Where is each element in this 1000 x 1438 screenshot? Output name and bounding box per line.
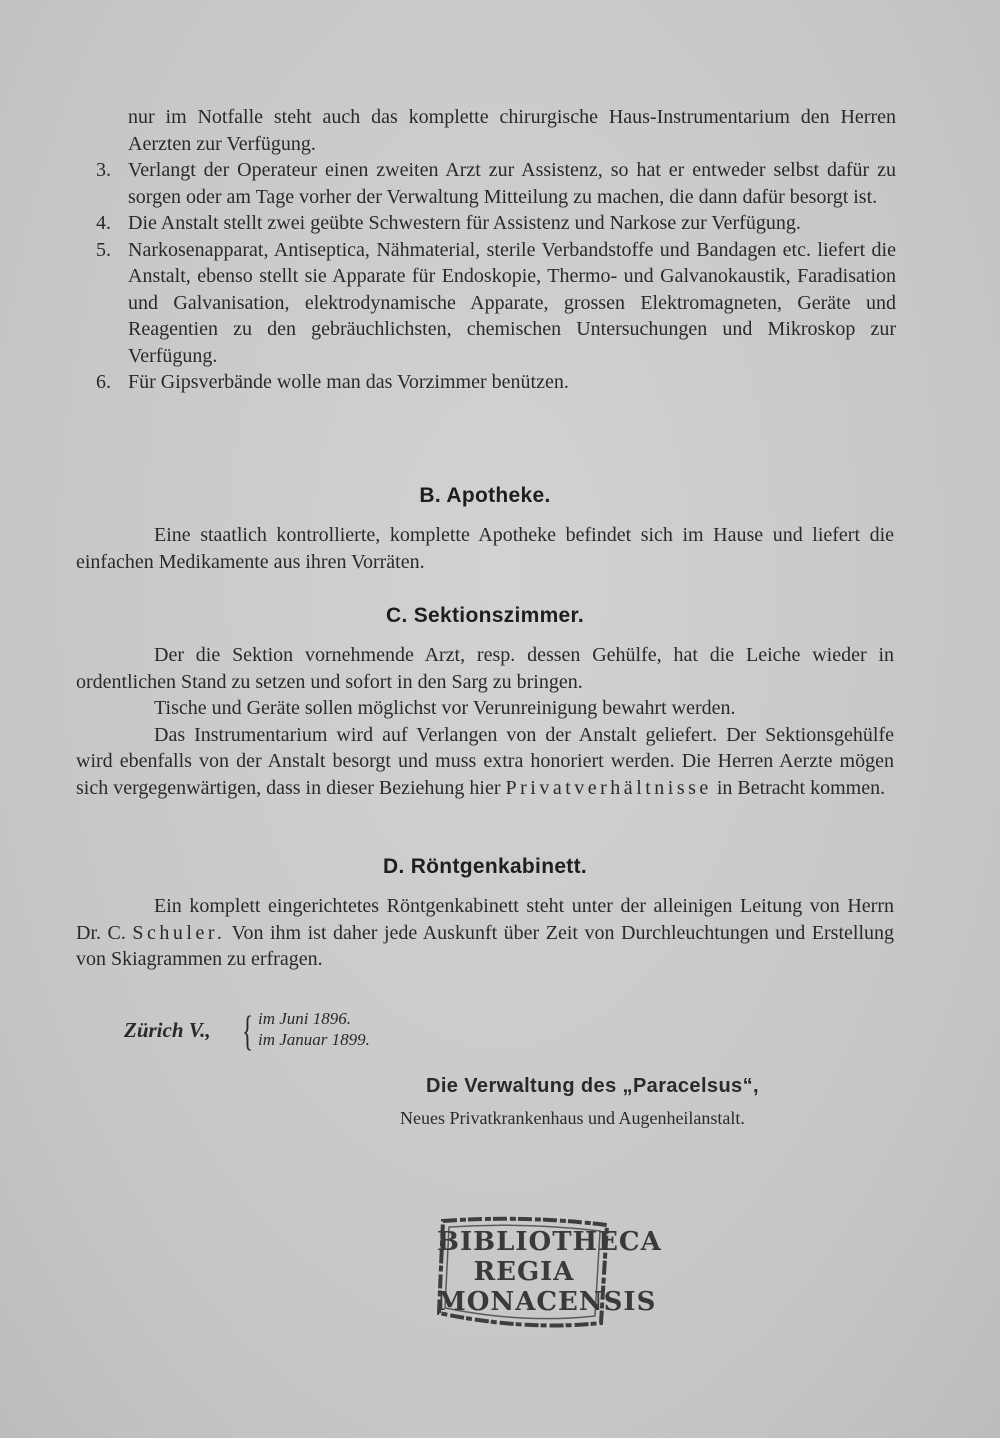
rules-list xyxy=(96,104,896,396)
item-text: Die Anstalt stellt zwei geübte Schwestern für Assistenz und Narkose zur Verfügung. xyxy=(128,212,801,234)
date-2: im Januar 1899. xyxy=(258,1030,370,1049)
list-item-5 xyxy=(96,237,896,370)
signature-subtitle: Neues Privatkrankenhaus und Augenheilanstalt. xyxy=(400,1108,745,1128)
paragraph-text: Das Instrumentarium wird auf Verlangen von der Anstalt geliefert. Der Sektionsgehülfe wird ebenfalls von der Anstalt besorgt und muss extra honoriert werden. Die Herren Aerzte mögen sich vergegenwärtigen, dass in dieser Beziehung hier xyxy=(76,723,894,799)
signature-line: Die Verwaltung des „Paracelsus“, xyxy=(426,1075,759,1097)
paragraph-text: Ein komplett eingerichtetes Röntgenkabinett steht unter der alleinigen Leitung von Herrn Dr. C. xyxy=(76,895,894,944)
place-name: Zürich V., xyxy=(124,1018,211,1042)
item-text: Narkosenapparat, Antiseptica, Nähmaterial, sterile Verbandstoffe und Bandagen etc. liefert die Anstalt, ebenso stellt sie Apparate für Endoskopie, Thermo- und Galvanokaustik, Faradisation und Galvanisation, elektrodynamische Apparate, grossen Elektromagneten, Geräte und Reagentien zu den gebräuchlichsten, chemischen Untersuchungen und Mikroskop zur Verfügung. xyxy=(128,238,896,367)
list-continuation xyxy=(96,104,896,157)
section-paragraph: Tische und Geräte sollen möglichst vor Verunreinigung bewahrt werden. xyxy=(154,697,736,719)
date-brace: { xyxy=(242,1009,254,1055)
section-paragraph xyxy=(76,722,894,802)
stamp-text-line: REGIA xyxy=(473,1257,575,1287)
section-sektionszimmer xyxy=(76,604,894,801)
list-item-6 xyxy=(96,369,896,396)
emphasized-text: Schuler. xyxy=(132,921,226,944)
section-paragraph xyxy=(76,893,894,973)
continuation-text: nur im Notfalle steht auch das komplette chirurgische Haus-Instrumentarium den Herren Aerzten zur Verfügung. xyxy=(128,106,896,155)
emphasized-text: Privatverhältnisse xyxy=(505,776,712,799)
library-stamp xyxy=(437,1213,662,1331)
section-heading: C. Sektionszimmer. xyxy=(386,604,584,627)
section-apotheke xyxy=(76,484,894,575)
item-number: 3. xyxy=(96,159,111,181)
list-item-3 xyxy=(96,157,896,210)
item-text: Für Gipsverbände wolle man das Vorzimmer benützen. xyxy=(128,371,569,393)
paragraph-text: Von ihm ist daher jede Auskunft über Zeit von Durchleuchtungen und Erstellung von Skiagrammen zu erfragen. xyxy=(76,921,895,970)
section-paragraph: Der die Sektion vornehmende Arzt, resp. dessen Gehülfe, hat die Leiche wieder in ordentlichen Stand zu setzen und sofort in den Sarg zu bringen. xyxy=(76,644,894,693)
item-number: 5. xyxy=(96,238,111,261)
section-heading: B. Apotheke. xyxy=(419,484,551,507)
paragraph-text: in Betracht kommen. xyxy=(716,776,886,799)
item-number: 4. xyxy=(96,212,111,234)
stamp-text-line: MONACENSIS xyxy=(437,1287,657,1317)
section-heading: D. Röntgenkabinett. xyxy=(382,855,588,878)
section-paragraph: Eine staatlich kontrollierte, komplette Apotheke befindet sich im Hause und liefert die einfachen Medikamente aus ihren Vorräten. xyxy=(76,524,894,573)
item-text: Verlangt der Operateur einen zweiten Arzt zur Assistenz, so hat er entweder selbst dafür zu sorgen oder am Tage vorher der Verwaltung Mitteilung zu machen, die dann dafür besorgt ist. xyxy=(128,159,896,208)
list-item-4 xyxy=(96,210,896,237)
date-1: im Juni 1896. xyxy=(258,1009,352,1028)
dates xyxy=(258,1008,370,1050)
item-number: 6. xyxy=(96,371,111,393)
stamp-text-line: BIBLIOTHECA xyxy=(437,1227,662,1257)
section-roentgenkabinett xyxy=(76,855,894,973)
